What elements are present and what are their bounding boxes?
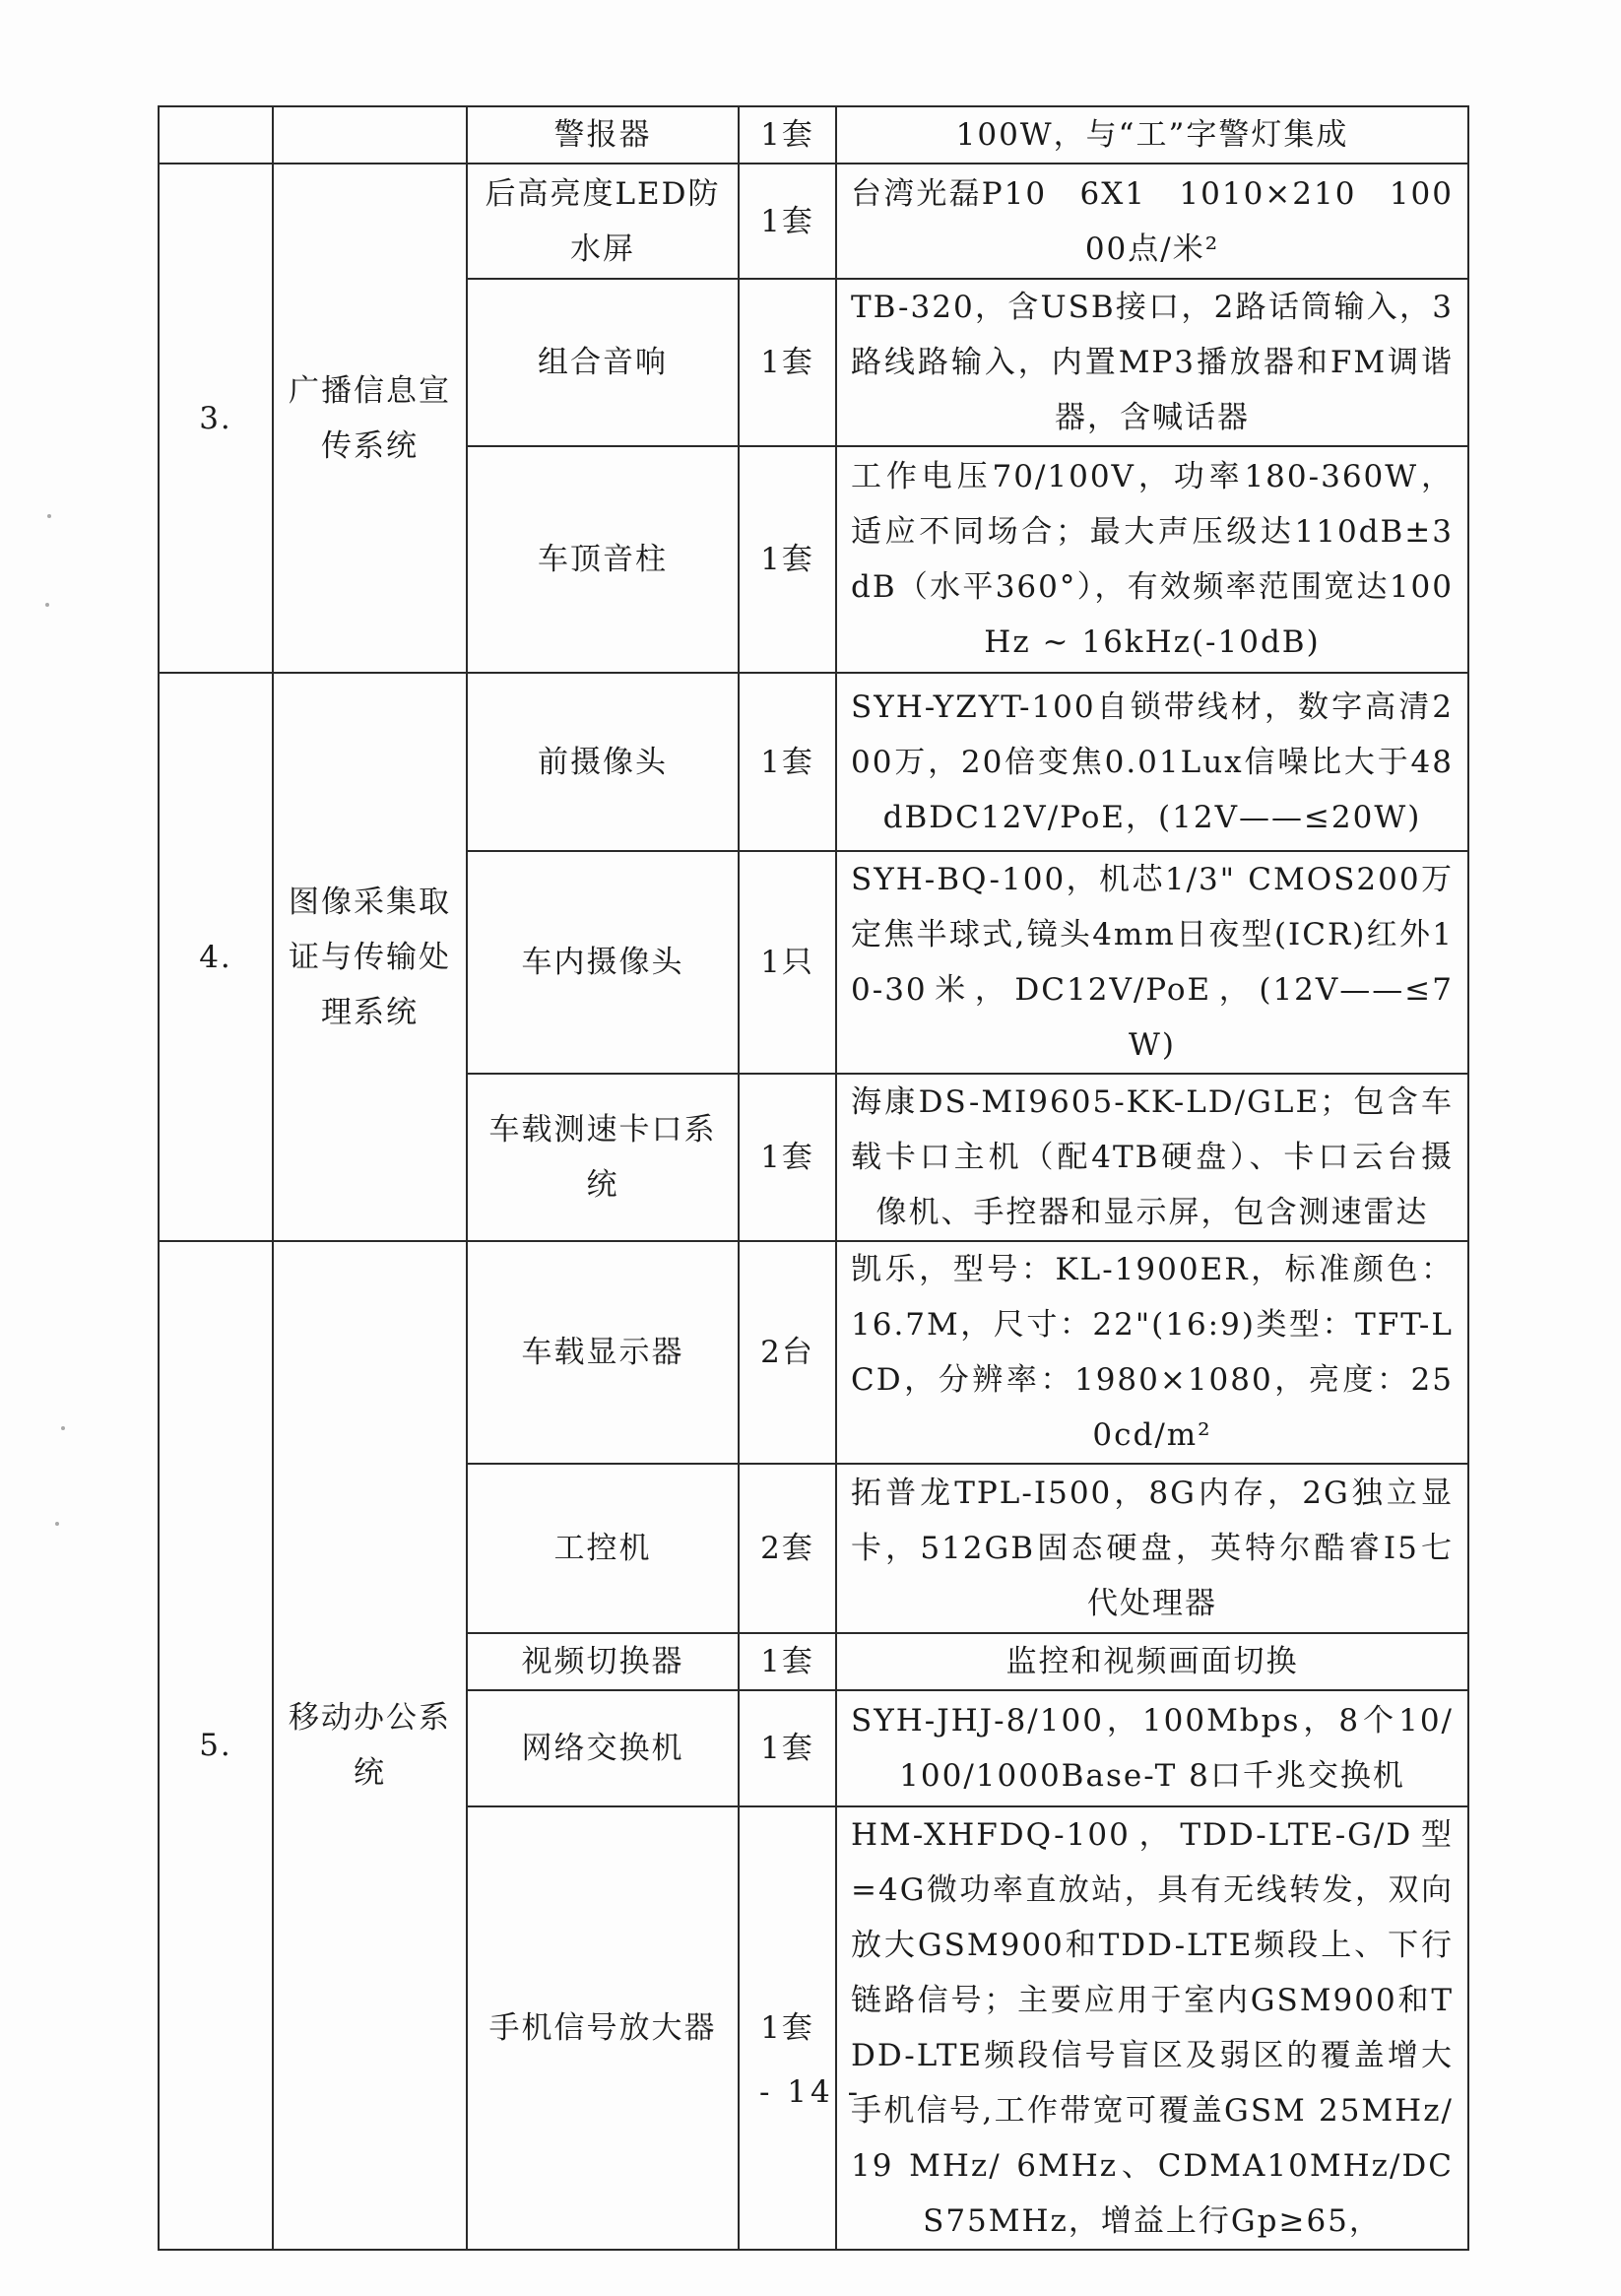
quantity-cell: 2套 [739, 1464, 836, 1633]
quantity-cell: 1只 [739, 851, 836, 1074]
spec-cell: HM-XHFDQ-100，TDD-LTE-G/D型=4G微功率直放站，具有无线转发，双向放大GSM900和TDD-LTE频段上、下行链路信号；主要应用于室内GSM900和TDD-LTE频段信号盲区及弱区的覆盖增大手机信号,工作带宽可覆盖GSM 25MHz/19 MHz/ 6MHz、CDMA10MHz/DCS75MHz，增益上行Gp≥65， [836, 1806, 1468, 2250]
device-name-cell: 视频切换器 [467, 1633, 739, 1690]
seal-edge-mark [1597, 217, 1621, 305]
quantity-cell: 1套 [739, 279, 836, 446]
spec-cell: TB-320，含USB接口，2路话筒输入，3路线路输入，内置MP3播放器和FM调谐器，含喊话器 [836, 279, 1468, 446]
table-row [159, 673, 1468, 851]
spec-cell: SYH-BQ-100，机芯1/3" CMOS200万定焦半球式,镜头4mm日夜型(ICR)红外10-30米，DC12V/PoE，(12V——≤7W) [836, 851, 1468, 1074]
quantity-cell: 1套 [739, 446, 836, 673]
spec-cell: SYH-JHJ-8/100，100Mbps，8个10/100/1000Base-T 8口千兆交换机 [836, 1690, 1468, 1806]
device-name-cell: 车载显示器 [467, 1241, 739, 1464]
device-name-cell: 工控机 [467, 1464, 739, 1633]
system-name-cell: 广播信息宣传系统 [273, 164, 467, 673]
device-name-cell: 组合音响 [467, 279, 739, 446]
quantity-cell: 1套 [739, 673, 836, 851]
scan-speck [45, 603, 49, 607]
equipment-spec-table [158, 105, 1469, 2251]
quantity-cell: 1套 [739, 164, 836, 279]
spec-cell: 监控和视频画面切换 [836, 1633, 1468, 1690]
device-name-cell: 手机信号放大器 [467, 1806, 739, 2250]
scan-speck [47, 514, 51, 518]
spec-cell: 台湾光磊P10 6X1 1010×210 10000点/米² [836, 164, 1468, 279]
spec-cell: 拓普龙TPL-I500，8G内存，2G独立显卡，512GB固态硬盘，英特尔酷睿I5七代处理器 [836, 1464, 1468, 1633]
system-name-cell [273, 106, 467, 164]
quantity-cell: 1套 [739, 1633, 836, 1690]
scan-speck [61, 1426, 65, 1430]
quantity-cell: 1套 [739, 1690, 836, 1806]
spec-cell: 海康DS-MI9605-KK-LD/GLE；包含车载卡口主机（配4TB硬盘）、卡口云台摄像机、手控器和显示屏，包含测速雷达 [836, 1074, 1468, 1241]
device-name-cell: 车内摄像头 [467, 851, 739, 1074]
device-name-cell: 警报器 [467, 106, 739, 164]
device-name-cell: 车顶音柱 [467, 446, 739, 673]
spec-cell: 凯乐，型号：KL-1900ER，标准颜色：16.7M，尺寸：22"(16:9)类型：TFT-LCD，分辨率：1980×1080，亮度：250cd/m² [836, 1241, 1468, 1464]
quantity-cell: 1套 [739, 1806, 836, 2250]
row-number-cell: 4. [159, 673, 273, 1241]
device-name-cell: 后高亮度LED防水屏 [467, 164, 739, 279]
spec-cell: 工作电压70/100V，功率180-360W，适应不同场合；最大声压级达110dB±3dB（水平360°），有效频率范围宽达100Hz ~ 16kHz(-10dB) [836, 446, 1468, 673]
row-number-cell [159, 106, 273, 164]
row-number-cell: 3. [159, 164, 273, 673]
page-number: - 14 - [758, 2074, 863, 2110]
device-name-cell: 前摄像头 [467, 673, 739, 851]
quantity-cell: 1套 [739, 106, 836, 164]
device-name-cell: 车载测速卡口系统 [467, 1074, 739, 1241]
quantity-cell: 2台 [739, 1241, 836, 1464]
row-number-cell: 5. [159, 1241, 273, 2250]
system-name-cell: 图像采集取证与传输处理系统 [273, 673, 467, 1241]
spec-cell: SYH-YZYT-100自锁带线材，数字高清200万，20倍变焦0.01Lux信噪比大于48dBDC12V/PoE，(12V——≤20W) [836, 673, 1468, 851]
table-row [159, 164, 1468, 279]
table-row [159, 106, 1468, 164]
table-row [159, 1241, 1468, 1464]
spec-cell: 100W，与“工”字警灯集成 [836, 106, 1468, 164]
device-name-cell: 网络交换机 [467, 1690, 739, 1806]
scan-speck [55, 1522, 59, 1526]
quantity-cell: 1套 [739, 1074, 836, 1241]
system-name-cell: 移动办公系统 [273, 1241, 467, 2250]
